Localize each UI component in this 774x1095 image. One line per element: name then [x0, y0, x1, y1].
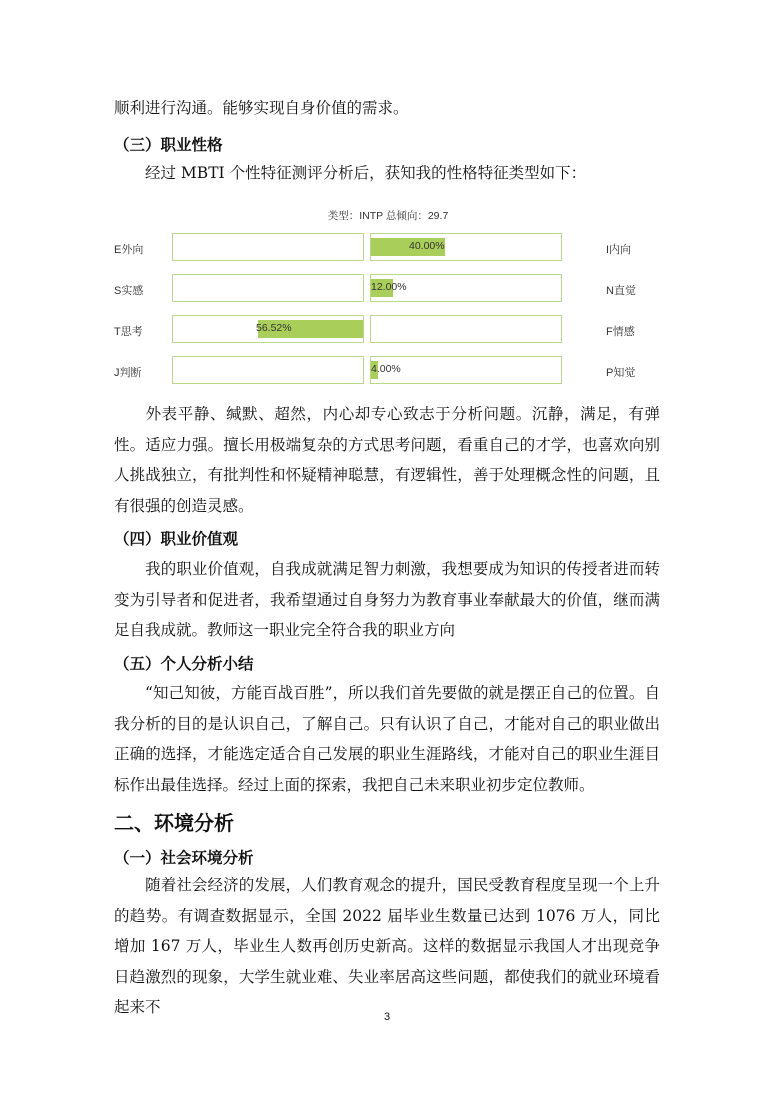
chart-box-right: [370, 274, 562, 302]
paragraph-traits-text: 外表平静、缄默、超然，内心却专心致志于分析问题。沉静，满足，有弹性。适应力强。擅长用极端复杂的方式思考问题，看重自己的才学，也喜欢向别人挑战独立，有批判性和怀疑精神聪慧，有逻辑性，善于处理概念性的问题，且有很强的创造灵感。: [114, 405, 660, 515]
heading-social-environment: （一）社会环境分析: [114, 849, 254, 867]
chart-row: [108, 315, 668, 345]
chart-row: [108, 356, 668, 386]
chart-box-right: [370, 233, 562, 261]
chart-label-right: F情感: [606, 326, 635, 338]
chart-box-right: [370, 315, 562, 343]
paragraph-mbti-intro: [114, 158, 660, 189]
chart-box-left: [172, 356, 364, 384]
paragraph-mbti-text: 经过 MBTI 个性特征测评分析后，获知我的性格特征类型如下：: [145, 164, 587, 182]
page-number: 3: [383, 1011, 391, 1023]
heading-environment-analysis: 二、环境分析: [114, 811, 234, 835]
paragraph-personality-traits: [114, 399, 660, 521]
paragraph-values-text: 我的职业价值观，自我成就满足智力刺激，我想要成为知识的传授者进而转变为引导者和促进者，我希望通过自身努力为教育事业奉献最大的价值，继而满足自我成就。教师这一职业完全符合我的职业方向: [114, 560, 660, 639]
paragraph-personal-summary: [114, 678, 660, 800]
paragraph-env-text: 随着社会经济的发展，人们教育观念的提升，国民受教育程度呈现一个上升的趋势。有调查数据显示，全国 2022 届毕业生数量已达到 1076 万人，同比增加 167 万人，毕业生人数再创历史新高。这样的数据显示我国人才出现竞争日趋激烈的现象，大学生就业难、失业率居高这些问题，都使我们的就业环境看起来不: [114, 876, 660, 1016]
chart-label-left: T思考: [114, 326, 143, 338]
chart-row: [108, 274, 668, 304]
chart-title: 类型：INTP 总倾向：29.7: [327, 210, 449, 222]
chart-box-left: [172, 315, 364, 343]
heading-career-personality: （三）职业性格: [114, 136, 223, 154]
chart-box-left: [172, 274, 364, 302]
paragraph-summary-text: “知己知彼，方能百战百胜”，所以我们首先要做的就是摆正自己的位置。自我分析的目的是认识自己，了解自己。只有认识了自己，才能对自己的职业做出正确的选择，才能选定适合自己发展的职业生涯路线，才能对自己的职业生涯目标作出最佳选择。经过上面的探索，我把自己未来职业初步定位教师。: [114, 684, 660, 794]
chart-row: [108, 233, 668, 263]
chart-label-left: E外向: [114, 244, 144, 256]
paragraph-continuation: 顺利进行沟通。能够实现自身价值的需求。: [114, 99, 409, 117]
paragraph-social-environment: [114, 870, 660, 1023]
heading-career-values: （四）职业价值观: [114, 530, 239, 548]
mbti-chart: [108, 200, 668, 400]
chart-value-label: 4.00%: [371, 363, 401, 375]
chart-value-label: 12.00%: [371, 281, 407, 293]
chart-box-right: [370, 356, 562, 384]
chart-label-right: I内向: [606, 244, 632, 256]
chart-label-left: S实感: [114, 285, 144, 297]
chart-label-right: N直觉: [606, 285, 636, 297]
chart-label-right: P知觉: [606, 367, 636, 379]
chart-label-left: J判断: [114, 367, 142, 379]
chart-box-left: [172, 233, 364, 261]
chart-value-label: 56.52%: [256, 322, 292, 334]
chart-value-label: 40.00%: [409, 240, 445, 252]
paragraph-career-values: [114, 554, 660, 646]
heading-personal-summary: （五）个人分析小结: [114, 655, 254, 673]
